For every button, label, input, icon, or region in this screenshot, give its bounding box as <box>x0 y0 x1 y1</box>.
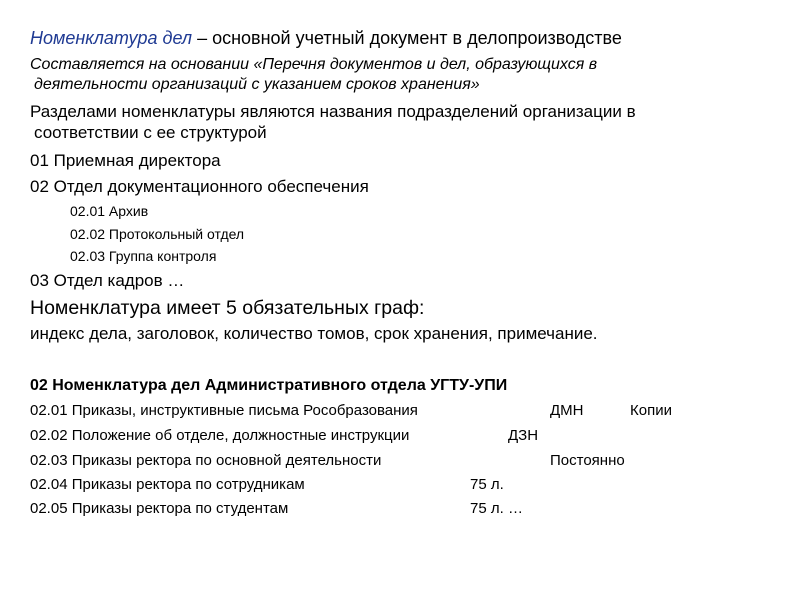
sections-line-1: Разделами номенклатуры являются названия подразделений организации в <box>30 102 636 121</box>
columns-list: индекс дела, заголовок, количество томов, срок хранения, примечание. <box>30 324 598 343</box>
example-row <box>30 452 770 472</box>
row-text: 02.03 Приказы ректора по основной деятельности <box>30 452 382 469</box>
department-03: 03 Отдел кадров … <box>30 271 185 290</box>
basis-line-1: Составляется на основании «Перечня документов и дел, образующихся в <box>30 56 598 73</box>
basis-line-2: деятельности организаций с указанием сроков хранения» <box>34 76 480 93</box>
sections-line-2: соответствии с ее структурой <box>34 123 267 142</box>
row-text: 02.04 Приказы ректора по сотрудникам <box>30 476 305 493</box>
example-title: 02 Номенклатура дел Административного отдела УГТУ-УПИ <box>30 377 508 394</box>
heading <box>30 28 622 49</box>
example-row <box>30 402 770 422</box>
subunit-protocol: 02.02 Протокольный отдел <box>70 226 245 242</box>
row-text: 02.01 Приказы, инструктивные письма Рособразования <box>30 402 418 419</box>
example-row <box>30 500 770 520</box>
example-row <box>30 476 770 496</box>
row-col-2: 75 л. <box>470 476 504 493</box>
row-col-2: ДЗН <box>508 427 539 444</box>
columns-title: Номенклатура имеет 5 обязательных граф: <box>30 297 425 319</box>
subunit-archive: 02.01 Архив <box>70 203 149 219</box>
example-row <box>30 427 770 447</box>
heading-term: Номенклатура дел <box>30 28 193 48</box>
department-01: 01 Приемная директора <box>30 151 221 170</box>
row-col-3: Копии <box>630 402 672 419</box>
row-col-2: ДМН <box>550 402 584 419</box>
subunit-control: 02.03 Группа контроля <box>70 248 217 264</box>
row-text: 02.05 Приказы ректора по студентам <box>30 500 289 517</box>
row-col-2: Постоянно <box>550 452 625 469</box>
department-02: 02 Отдел документационного обеспечения <box>30 177 369 196</box>
heading-rest: – основной учетный документ в делопроизводстве <box>192 28 622 48</box>
row-text: 02.02 Положение об отделе, должностные инструкции <box>30 427 410 444</box>
row-col-2: 75 л. … <box>470 500 523 517</box>
